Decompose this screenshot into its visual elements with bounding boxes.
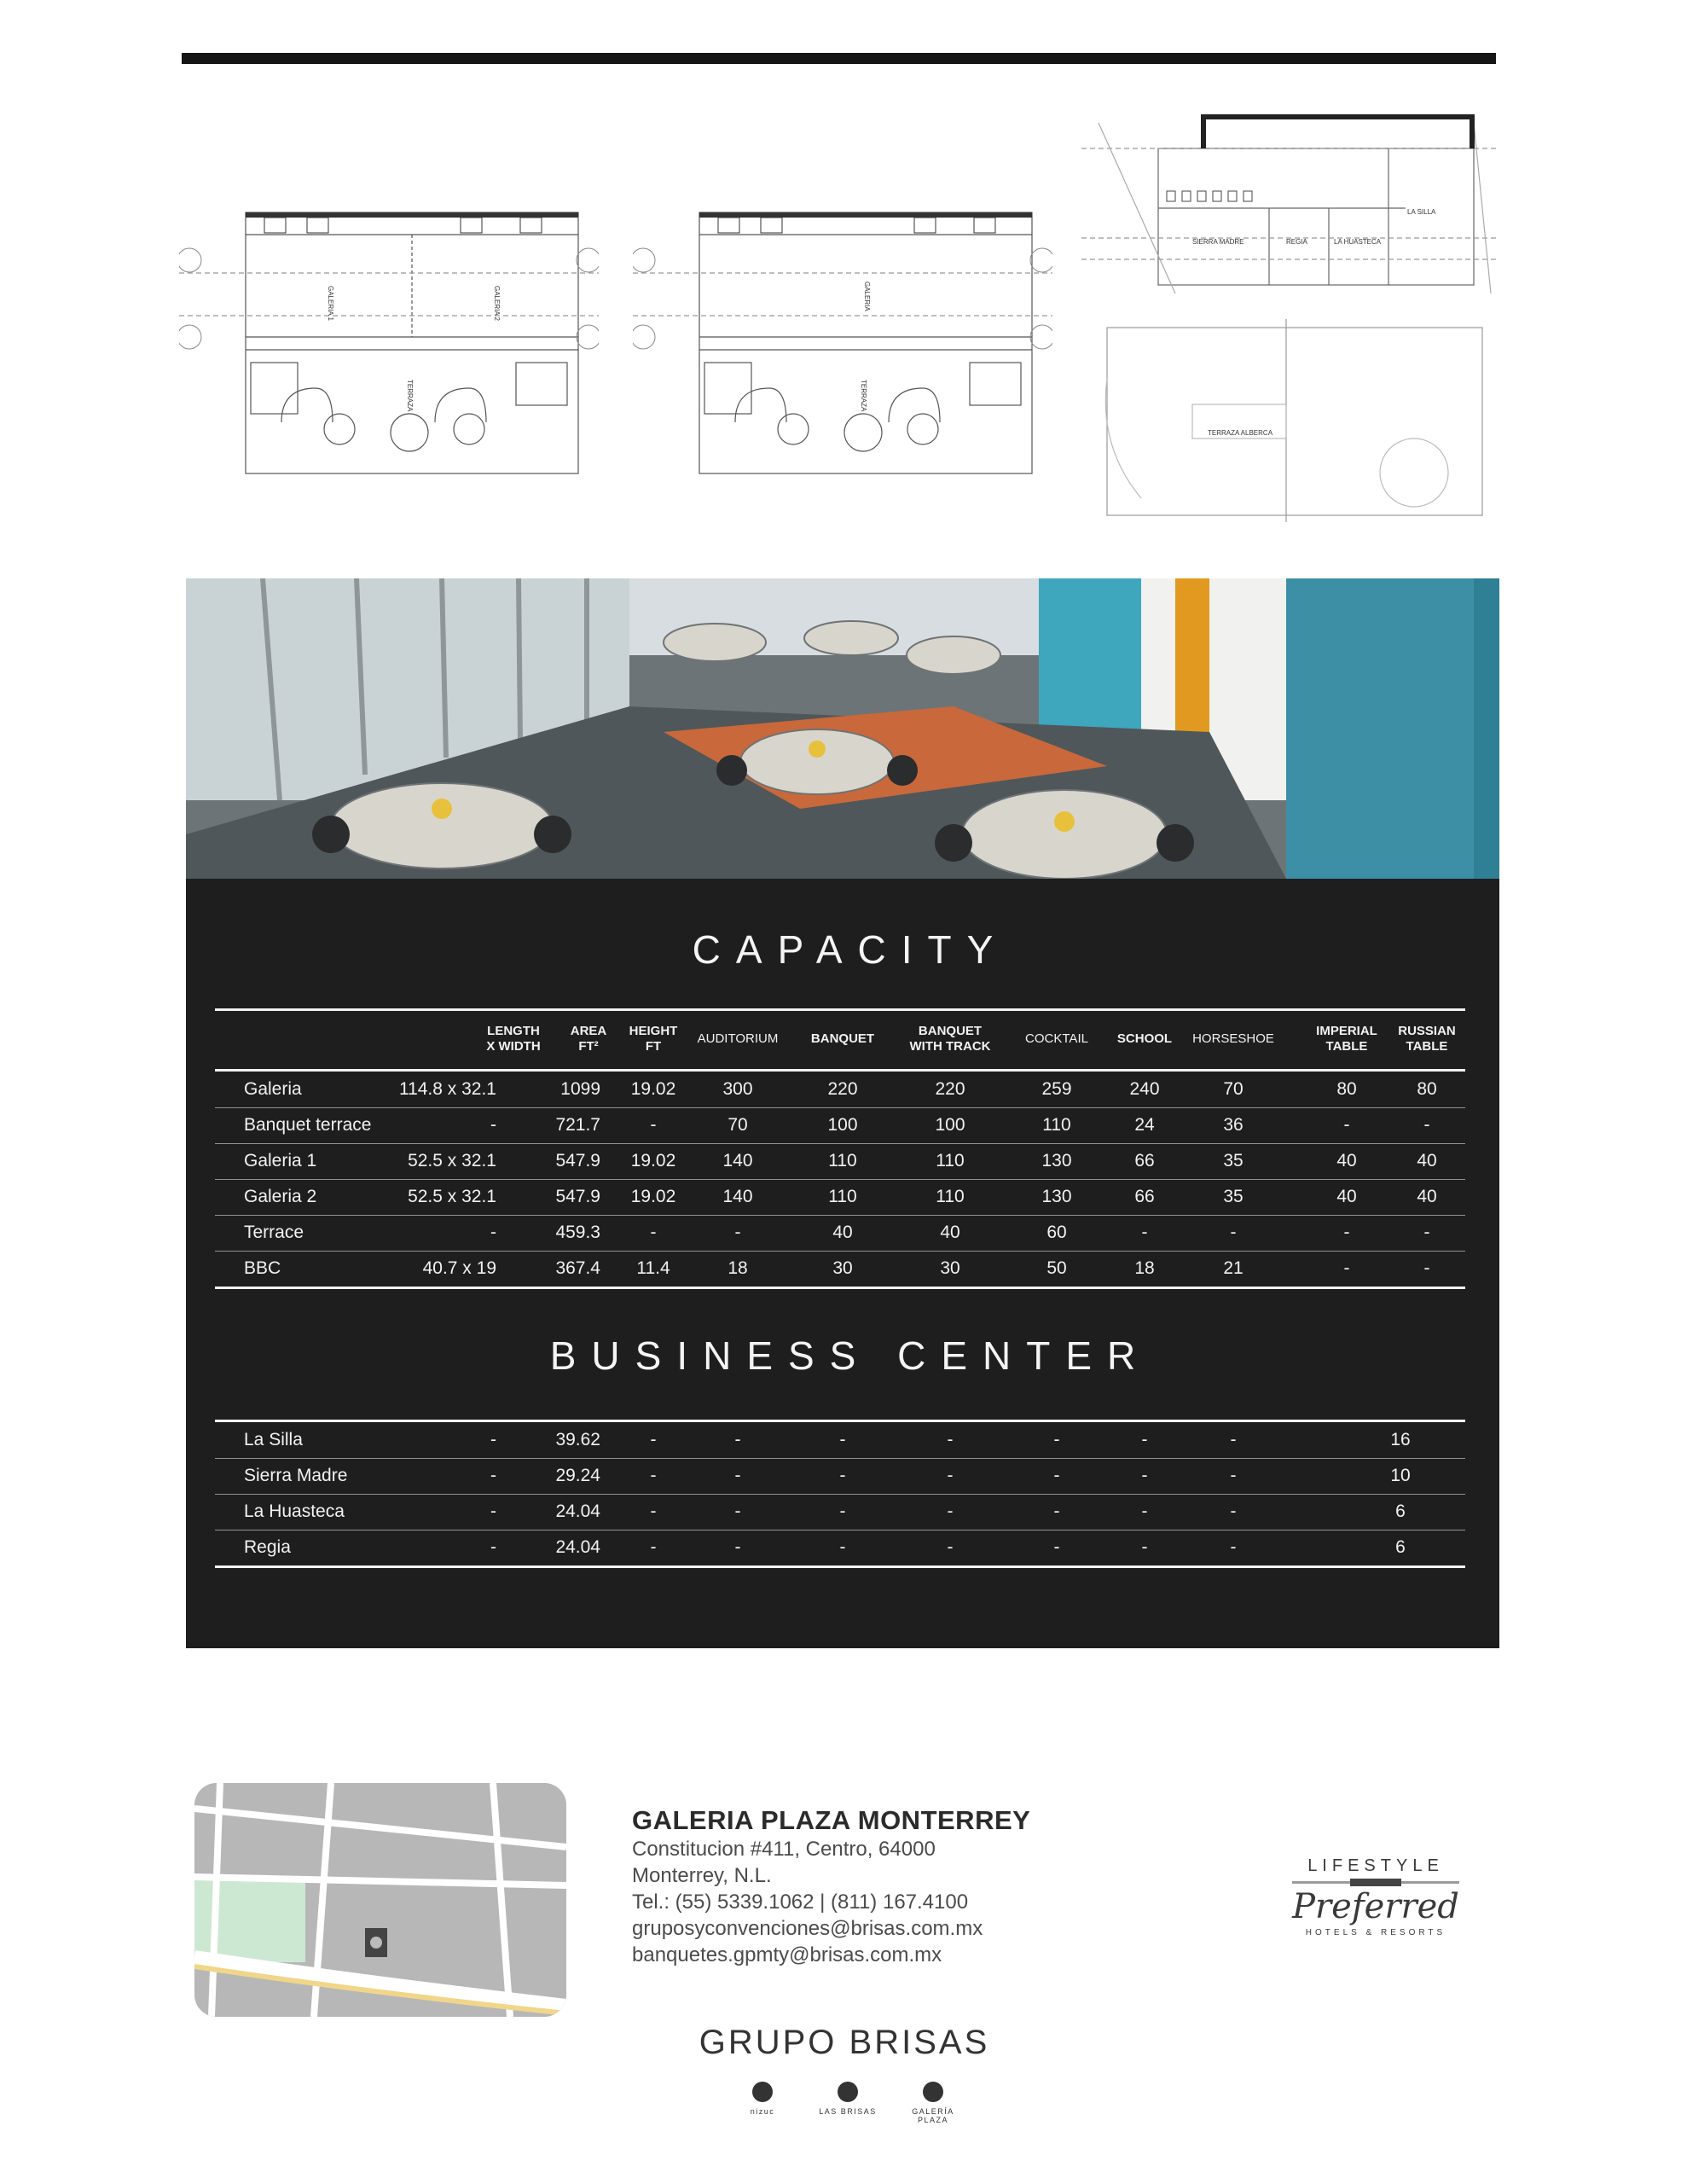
table-cell: - <box>1343 1223 1350 1242</box>
table-cell: 40 <box>832 1223 853 1242</box>
table-cell: - <box>1141 1430 1148 1449</box>
table-cell: 114.8 x 32.1 <box>398 1079 496 1099</box>
row-name: Regia <box>244 1537 291 1557</box>
banquet-hall-photo <box>186 578 1499 879</box>
table-cell: 80 <box>1336 1079 1357 1099</box>
row-name: Galeria 2 <box>244 1187 317 1206</box>
table-row <box>215 1179 1465 1215</box>
table-row <box>215 1107 1465 1143</box>
table-cell: - <box>1343 1258 1350 1278</box>
table-cell: - <box>734 1430 741 1449</box>
column-header: AREA FT² <box>570 1024 607 1054</box>
table-cell: 547.9 <box>555 1151 600 1170</box>
table-cell: 100 <box>827 1115 858 1135</box>
table-cell: 130 <box>1041 1187 1072 1206</box>
table-cell: - <box>1423 1258 1430 1278</box>
lifestyle-divider <box>1292 1881 1459 1884</box>
table-cell: - <box>490 1466 496 1485</box>
las-brisas-label: LAS BRISAS <box>819 2107 877 2116</box>
table-row <box>215 1530 1465 1565</box>
plan3-label-la-silla: LA SILLA <box>1407 208 1436 216</box>
top-rule <box>182 53 1496 64</box>
row-name: Banquet terrace <box>244 1115 372 1135</box>
table-cell: - <box>1053 1502 1060 1521</box>
table-cell: 36 <box>1223 1115 1244 1135</box>
nizuc-icon <box>752 2082 773 2102</box>
floorplan-galeria <box>633 209 1052 480</box>
table-cell: - <box>1053 1466 1060 1485</box>
table-cell: - <box>1141 1502 1148 1521</box>
plan3-label-sierra-madre: SIERRA MADRE <box>1192 238 1244 246</box>
table-cell: - <box>490 1537 496 1557</box>
row-divider <box>215 1565 1465 1568</box>
floorplan-business-center <box>1081 114 1499 522</box>
row-name: La Huasteca <box>244 1502 345 1521</box>
table-cell: - <box>947 1502 954 1521</box>
table-cell: 35 <box>1223 1187 1244 1206</box>
table-cell: 547.9 <box>555 1187 600 1206</box>
galeria-plaza-logo <box>899 2082 967 2124</box>
table-row <box>215 1072 1465 1107</box>
column-header: COCKTAIL <box>1025 1031 1088 1046</box>
table-cell: - <box>1230 1502 1237 1521</box>
email-banquets[interactable]: banquetes.gpmty@brisas.com.mx <box>632 1943 942 1966</box>
table-cell: - <box>1141 1466 1148 1485</box>
table-cell: 50 <box>1046 1258 1067 1278</box>
table-cell: 21 <box>1223 1258 1244 1278</box>
banquet-hall-illustration <box>186 578 1499 879</box>
table-cell: 16 <box>1390 1430 1411 1449</box>
table-cell: 40 <box>1417 1151 1437 1170</box>
table-row <box>215 1143 1465 1179</box>
grupo-brisas-logo <box>648 2024 1041 2062</box>
las-brisas-icon <box>838 2082 858 2102</box>
table-cell: - <box>1230 1466 1237 1485</box>
table-cell: - <box>947 1466 954 1485</box>
table-cell: - <box>839 1466 846 1485</box>
table-cell: - <box>734 1537 741 1557</box>
table-cell: - <box>734 1223 741 1242</box>
table-cell: 721.7 <box>555 1115 600 1135</box>
table-cell: - <box>1423 1115 1430 1135</box>
nizuc-logo <box>728 2082 797 2116</box>
table-cell: 240 <box>1129 1079 1160 1099</box>
table-cell: - <box>1053 1430 1060 1449</box>
table-cell: 40 <box>1336 1151 1357 1170</box>
table-cell: 18 <box>728 1258 748 1278</box>
table-cell: 6 <box>1395 1502 1406 1521</box>
table-cell: - <box>490 1115 496 1135</box>
table-cell: 10 <box>1390 1466 1411 1485</box>
column-header: RUSSIAN TABLE <box>1398 1024 1456 1054</box>
table-cell: - <box>1343 1115 1350 1135</box>
table-cell: 40 <box>1336 1187 1357 1206</box>
table-cell: - <box>490 1223 496 1242</box>
table-cell: 24.04 <box>555 1502 600 1521</box>
table-cell: 11.4 <box>636 1258 670 1278</box>
business-center-title: BUSINESS CENTER <box>549 1333 1151 1378</box>
location-map <box>194 1783 566 2017</box>
table-cell: - <box>839 1430 846 1449</box>
table-cell: 40 <box>940 1223 960 1242</box>
table-cell: 220 <box>935 1079 965 1099</box>
table-cell: 19.02 <box>630 1079 676 1099</box>
table-cell: 18 <box>1134 1258 1155 1278</box>
contact-block <box>632 1805 1030 1968</box>
lifestyle-subtitle: HOTELS & RESORTS <box>1305 1928 1446 1937</box>
plan1-label-terraza: TERRAZA <box>406 380 414 412</box>
plan2-label-terraza: TERRAZA <box>860 380 867 412</box>
address-line-1: Constitucion #411, Centro, 64000 <box>632 1838 936 1861</box>
table-cell: - <box>734 1466 741 1485</box>
table-cell: 30 <box>832 1258 853 1278</box>
table-cell: 110 <box>936 1151 965 1170</box>
table-cell: - <box>650 1115 657 1135</box>
column-header: AUDITORIUM <box>697 1031 779 1046</box>
las-brisas-logo <box>814 2082 882 2116</box>
galeria-plaza-label: GALERÍA PLAZA <box>912 2107 954 2124</box>
column-header: SCHOOL <box>1116 1031 1173 1046</box>
plan3-label-regia: REGIA <box>1286 238 1307 246</box>
table-cell: 60 <box>1046 1223 1067 1242</box>
column-header: LENGTH X WIDTH <box>486 1024 541 1054</box>
galeria-plaza-icon <box>923 2082 943 2102</box>
table-cell: 110 <box>828 1187 857 1206</box>
table-cell: 19.02 <box>630 1187 676 1206</box>
table-cell: 24 <box>1134 1115 1155 1135</box>
table-top-rule <box>215 1008 1465 1011</box>
table-cell: - <box>650 1223 657 1242</box>
address-line-2: Monterrey, N.L. <box>632 1864 772 1887</box>
table-cell: - <box>947 1430 954 1449</box>
column-header: HORSESHOE <box>1192 1031 1274 1046</box>
row-name: BBC <box>244 1258 281 1278</box>
sub-brand-logos <box>728 2082 967 2124</box>
table-cell: 24.04 <box>555 1537 600 1557</box>
table-row <box>215 1458 1465 1494</box>
table-cell: 300 <box>722 1079 753 1099</box>
row-name: Galeria 1 <box>244 1151 317 1170</box>
plan2-label-galeria: GALERIA <box>863 282 871 311</box>
plan3-label-terraza-alberca: TERRAZA ALBERCA <box>1208 429 1273 437</box>
table-row <box>215 1215 1465 1251</box>
floorplan-drawing <box>1081 114 1499 522</box>
preferred-script: Preferred <box>1292 1887 1459 1926</box>
table-cell: - <box>1230 1537 1237 1557</box>
table-cell: 35 <box>1223 1151 1244 1170</box>
table-cell: - <box>1423 1223 1430 1242</box>
table-cell: 459.3 <box>555 1223 600 1242</box>
location-map-drawing <box>194 1783 566 2017</box>
column-header: IMPERIAL TABLE <box>1316 1024 1377 1054</box>
table-cell: 259 <box>1041 1079 1072 1099</box>
email-groups[interactable]: gruposyconvenciones@brisas.com.mx <box>632 1917 983 1940</box>
table-cell: 19.02 <box>630 1151 676 1170</box>
table-cell: - <box>490 1502 496 1521</box>
table-cell: 52.5 x 32.1 <box>408 1187 496 1206</box>
row-name: La Silla <box>244 1430 303 1449</box>
table-cell: - <box>839 1537 846 1557</box>
table-cell: - <box>1230 1223 1237 1242</box>
table-cell: - <box>1141 1223 1148 1242</box>
table-cell: 130 <box>1041 1151 1072 1170</box>
table-cell: 30 <box>940 1258 960 1278</box>
table-cell: 110 <box>828 1151 857 1170</box>
capacity-table <box>215 1008 1465 1321</box>
column-header: HEIGHT FT <box>629 1024 678 1054</box>
table-cell: 40.7 x 19 <box>422 1258 496 1278</box>
table-row <box>215 1422 1465 1458</box>
table-cell: - <box>1230 1430 1237 1449</box>
table-cell: - <box>1053 1537 1060 1557</box>
capacity-panel <box>186 879 1499 1648</box>
business-center-table <box>215 1420 1465 1571</box>
table-cell: 140 <box>722 1187 753 1206</box>
table-cell: 29.24 <box>555 1466 600 1485</box>
table-cell: - <box>947 1537 954 1557</box>
table-cell: 40 <box>1417 1187 1437 1206</box>
plan1-label-galeria2: GALERIA 2 <box>493 286 501 321</box>
table-cell: 367.4 <box>555 1258 600 1278</box>
table-cell: 110 <box>1042 1115 1071 1135</box>
table-cell: 1099 <box>560 1079 600 1099</box>
phone: Tel.: (55) 5339.1062 | (811) 167.4100 <box>632 1891 969 1914</box>
table-cell: - <box>650 1537 657 1557</box>
hotel-name: GALERIA PLAZA MONTERREY <box>632 1805 1031 1835</box>
table-cell: - <box>734 1502 741 1521</box>
capacity-title: CAPACITY <box>692 927 1009 972</box>
table-cell: 66 <box>1134 1151 1155 1170</box>
table-cell: - <box>650 1502 657 1521</box>
floorplan-drawing <box>179 209 599 480</box>
table-row <box>215 1494 1465 1530</box>
table-cell: 52.5 x 32.1 <box>408 1151 496 1170</box>
floorplan-galeria-1-2 <box>179 209 599 480</box>
column-header: BANQUET <box>810 1031 875 1046</box>
row-name: Terrace <box>244 1223 304 1242</box>
column-header: BANQUET WITH TRACK <box>909 1024 991 1054</box>
table-cell: 6 <box>1395 1537 1406 1557</box>
nizuc-label: nizuc <box>750 2107 775 2116</box>
row-name: Sierra Madre <box>244 1466 348 1485</box>
table-cell: - <box>650 1466 657 1485</box>
lifestyle-word: LIFESTYLE <box>1307 1856 1444 1875</box>
table-cell: 110 <box>936 1187 965 1206</box>
table-cell: 70 <box>728 1115 748 1135</box>
brand-name: GRUPO BRISAS <box>699 2024 990 2061</box>
table-row <box>215 1251 1465 1287</box>
table-cell: - <box>839 1502 846 1521</box>
table-cell: 80 <box>1417 1079 1437 1099</box>
table-cell: - <box>650 1430 657 1449</box>
table-cell: 140 <box>722 1151 753 1170</box>
table-cell: 39.62 <box>555 1430 600 1449</box>
lifestyle-preferred-logo <box>1286 1856 1465 1937</box>
plan3-label-la-huasteca: LA HUASTECA <box>1334 238 1382 246</box>
floorplan-drawing <box>633 209 1052 480</box>
table-cell: - <box>490 1430 496 1449</box>
table-cell: 100 <box>935 1115 965 1135</box>
row-divider <box>215 1287 1465 1289</box>
row-name: Galeria <box>244 1079 302 1099</box>
plan1-label-galeria1: GALERIA 1 <box>327 286 334 321</box>
table-cell: 220 <box>827 1079 858 1099</box>
table-cell: 70 <box>1223 1079 1244 1099</box>
table-cell: - <box>1141 1537 1148 1557</box>
table-cell: 66 <box>1134 1187 1155 1206</box>
